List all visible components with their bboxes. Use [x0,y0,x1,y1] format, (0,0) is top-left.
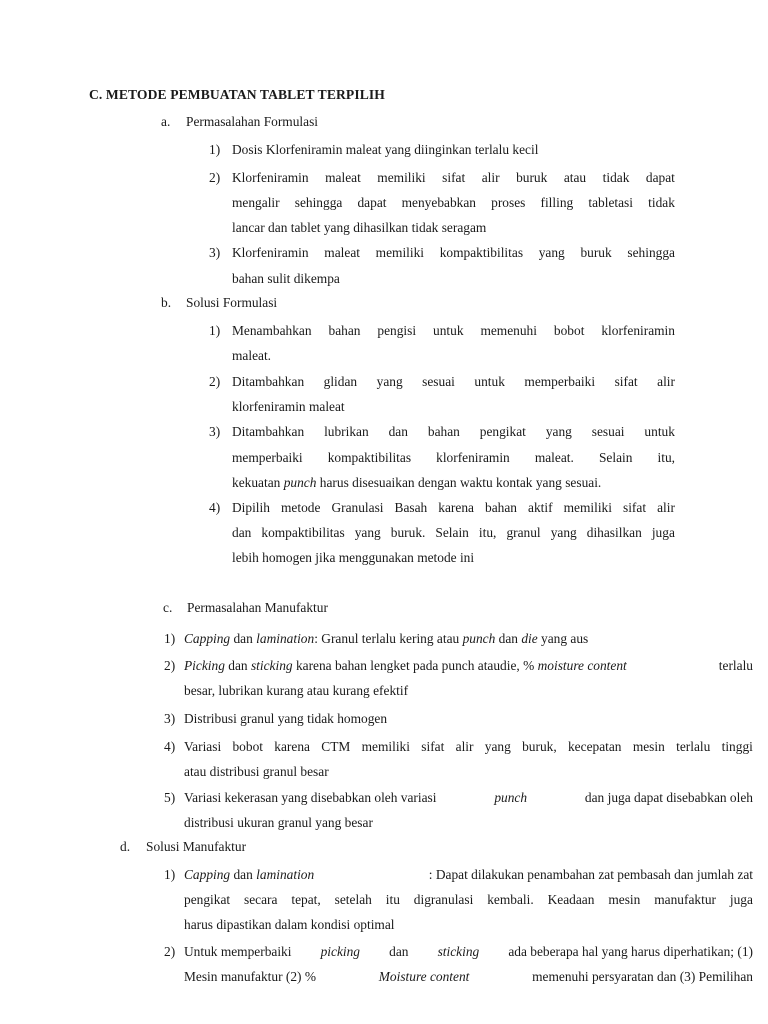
section-a-marker: a. [161,114,171,129]
section-b-title: Solusi Formulasi [186,295,278,310]
list-item: bahan sulit dikempa [232,271,340,286]
list-item: Menambahkan bahan pengisi untuk memenuhi bobot klorfeniramin [232,323,675,338]
section-d-marker: d. [120,839,131,854]
list-item: Ditambahkan lubrikan dan bahan pengikat yang sesuai untuk [232,424,675,439]
list-item: klorfeniramin maleat [232,399,345,414]
list-item: lancar dan tablet yang dihasilkan tidak seragam [232,220,487,235]
list-number: 5) [164,790,176,805]
section-c-marker: c. [163,600,173,615]
list-number: 1) [164,631,176,646]
list-number: 3) [164,711,176,726]
list-item: Capping dan lamination: Granul terlalu kering atau punch dan die yang aus [184,631,589,646]
list-number: 1) [164,867,176,882]
list-item: memperbaiki kompaktibilitas klorfeniramin maleat. Selain itu, [232,450,675,465]
page-title: C. METODE PEMBUATAN TABLET TERPILIH [89,87,385,102]
section-d-title: Solusi Manufaktur [146,839,247,854]
list-item: kekuatan punch harus disesuaikan dengan waktu kontak yang sesuai. [232,475,602,490]
list-item: Mesin manufaktur (2) % Moisture content memenuhi persyaratan dan (3) Pemilihan [184,969,753,984]
list-item: harus dipastikan dalam kondisi optimal [184,917,395,932]
list-number: 2) [209,170,221,185]
list-number: 3) [209,424,221,439]
list-number: 2) [164,658,176,673]
section-b-marker: b. [161,295,172,310]
section-c-title: Permasalahan Manufaktur [187,600,328,615]
list-item: Picking dan sticking karena bahan lengket pada punch ataudie, % moisture content terlalu [184,658,753,673]
section-a-title: Permasalahan Formulasi [186,114,319,129]
list-item: distribusi ukuran granul yang besar [184,815,373,830]
list-item: Ditambahkan glidan yang sesuai untuk memperbaiki sifat alir [232,374,675,389]
list-number: 2) [209,374,221,389]
list-item: Variasi kekerasan yang disebabkan oleh variasi punch dan juga dapat disebabkan oleh [184,790,753,805]
list-item: mengalir sehingga dapat menyebabkan proses filling tabletasi tidak [232,195,675,210]
list-item: atau distribusi granul besar [184,764,329,779]
list-item: Dipilih metode Granulasi Basah karena bahan aktif memiliki sifat alir [232,500,675,515]
list-number: 2) [164,944,176,959]
list-number: 1) [209,323,221,338]
list-number: 4) [164,739,176,754]
list-item: Distribusi granul yang tidak homogen [184,711,388,726]
list-item: Variasi bobot karena CTM memiliki sifat alir yang buruk, kecepatan mesin terlalu tinggi [184,739,753,754]
list-item: Klorfeniramin maleat memiliki sifat alir buruk atau tidak dapat [232,170,675,185]
list-item: lebih homogen jika menggunakan metode ini [232,550,475,565]
list-number: 3) [209,245,221,260]
list-item: dan kompaktibilitas yang buruk. Selain itu, granul yang dihasilkan juga [232,525,675,540]
list-number: 1) [209,142,221,157]
list-item: pengikat secara tepat, setelah itu digranulasi kembali. Keadaan mesin manufaktur juga [184,892,753,907]
list-number: 4) [209,500,221,515]
list-item: Klorfeniramin maleat memiliki kompaktibilitas yang buruk sehingga [232,245,675,260]
list-item: Untuk memperbaiki picking dan sticking ada beberapa hal yang harus diperhatikan; (1) [184,944,753,959]
list-item: Dosis Klorfeniramin maleat yang diinginkan terlalu kecil [232,142,539,157]
list-item: Capping dan lamination : Dapat dilakukan penambahan zat pembasah dan jumlah zat [184,867,753,882]
list-item: maleat. [232,348,272,363]
list-item: besar, lubrikan kurang atau kurang efektif [184,683,409,698]
